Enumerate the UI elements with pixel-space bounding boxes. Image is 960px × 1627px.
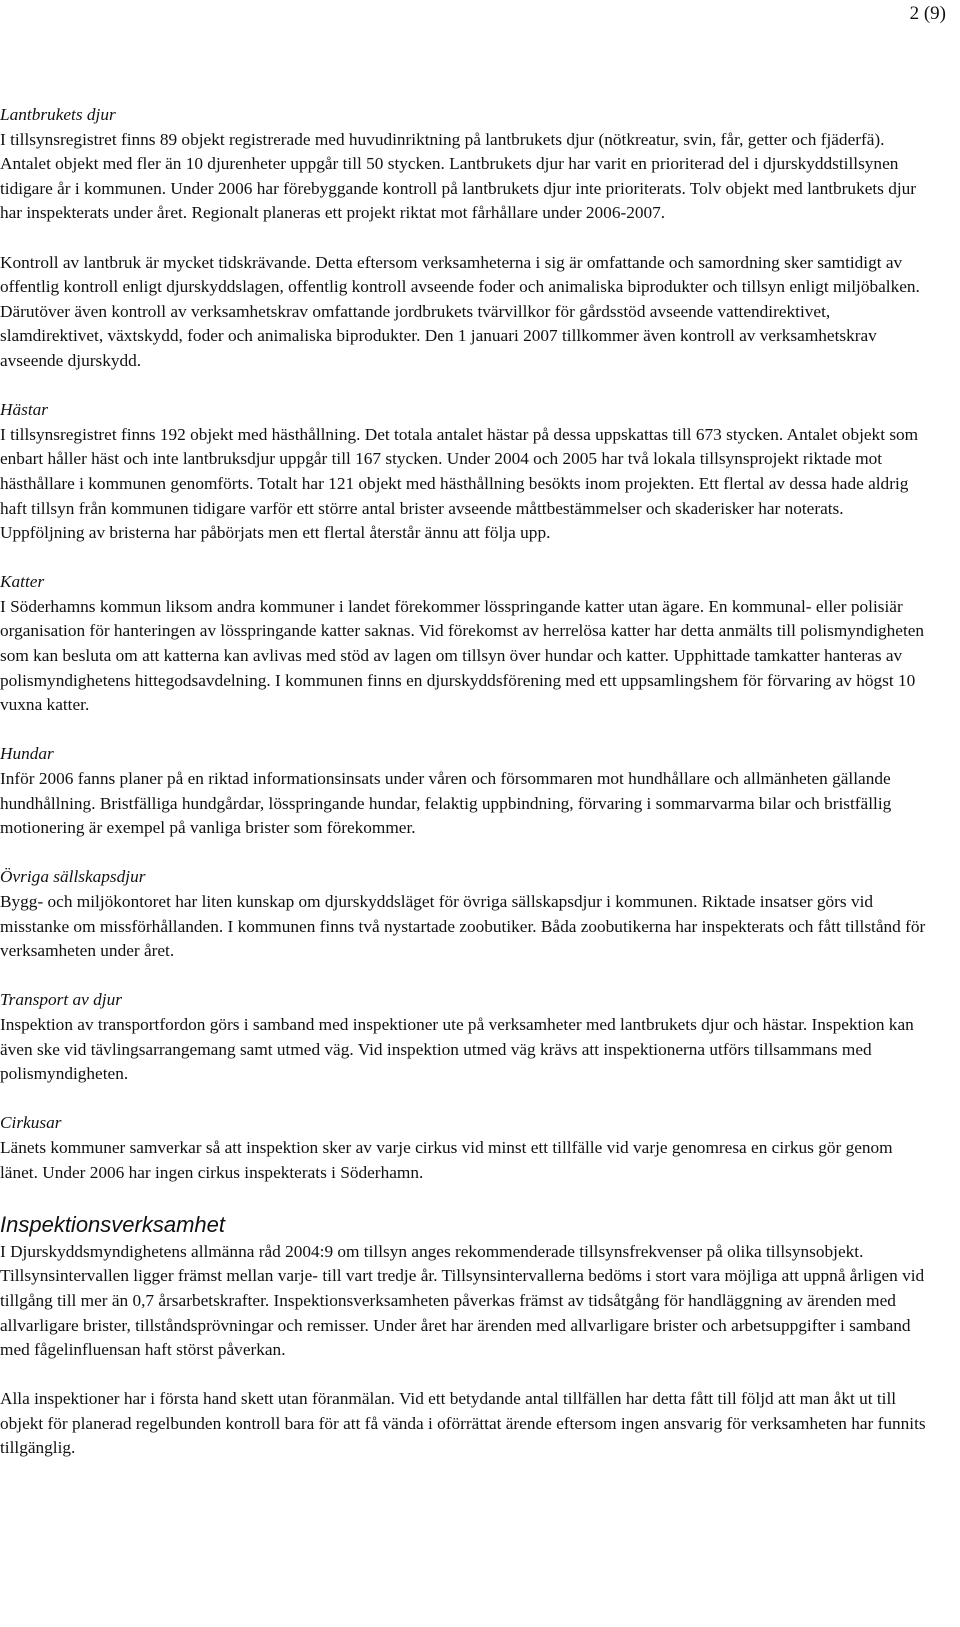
paragraph: Bygg- och miljökontoret har liten kunskap om djurskyddsläget för övriga sällskapsdjur i kommunen. Riktade insatser görs vid misstanke om missförhållanden. I kommunen finns två nystartade zoobutiker. Båda zoobutikerna har inspekterats och fått tillstånd för verksamheten under året. <box>0 892 926 961</box>
section-heading: Hästar <box>0 400 49 420</box>
paragraph: Länets kommuner samverkar så att inspektion sker av varje cirkus vid minst ett tillfälle vid varje genomresa en cirkus gör genom länet. Under 2006 har ingen cirkus inspekterats i Söderhamn. <box>0 1137 893 1182</box>
paragraph: Inspektion av transportfordon görs i samband med inspektioner ute på verksamheter med lantbrukets djur och hästar. Inspektion kan även ske vid tävlingsarrangemang samt utmed väg. Vid inspektion utmed väg krävs att inspektionerna utförs tillsammans med polismyndigheten. <box>0 1014 914 1084</box>
section-heading: Övriga sällskapsdjur <box>0 867 146 887</box>
paragraph: I tillsynsregistret finns 192 objekt med hästhållning. Det totala antalet hästar på dessa uppskattas till 673 stycken. Antalet objekt som enbart håller häst och inte lantbruksdjur uppgår till 167 stycken. Under 2004 och 2005 har två lokala tillsynsprojekt riktade mot hästhållare i kommunen genomförts. Totalt har 121 objekt med hästhållning besökts inom projekten. Ett flertal av dessa hade aldrig haft tillsyn från kommunen tidigare varför ett större antal brister avseende måttbestämmelser och skaderisker har noterats. Uppföljning av bristerna har påbörjats men ett flertal återstår ännu att följa upp. <box>0 424 919 543</box>
paragraph: Inför 2006 fanns planer på en riktad informationsinsats under våren och försommaren mot hundhållare och allmänheten gällande hundhållning. Bristfälliga hundgårdar, lösspringande hundar, felaktig uppbindning, förvaring i sommarvarma bilar och bristfällig motionering är exempel på vanliga brister som förekommer. <box>0 769 892 838</box>
page-number: 2 (9) <box>909 3 946 24</box>
section-heading: Hundar <box>0 744 54 764</box>
section-heading: Lantbrukets djur <box>0 105 116 124</box>
section-hastar <box>0 398 930 546</box>
paragraph: I Djurskyddsmyndighetens allmänna råd 2004:9 om tillsyn anges rekommenderade tillsynsfrekvenser på olika tillsynsobjekt. Tillsynsintervallen ligger främst mellan varje- till vart tredje år. Tillsynsintervallerna bedöms i stort vara möjliga att uppnå årligen vid tillgång till mer än 0,7 årsarbetskrafter. Inspektionsverksamheten påverkas främst av tidsåtgång för handläggning av ärenden med allvarligare brister, tillståndsprövningar och remisser. Under året har ärenden med allvarligare brister och arbetsuppgifter i samband med fågelinfluensan haft störst påverkan. <box>0 1241 925 1360</box>
section-ovriga-sallskapsdjur <box>0 865 930 963</box>
section-heading: Cirkusar <box>0 1113 62 1133</box>
section-heading: Katter <box>0 572 45 592</box>
section-transport-av-djur <box>0 988 930 1086</box>
section-katter <box>0 570 930 718</box>
section-hundar <box>0 742 930 840</box>
paragraph: I Söderhamns kommun liksom andra kommuner i landet förekommer lösspringande katter utan ägare. En kommunal- eller polisiär organisation för hanteringen av lösspringande katter saknas. Vid förekomst av herrelösa katter har detta anmälts till polismyndigheten som kan besluta om att katterna kan avlivas med stöd av lagen om tillsyn över hundar och katter. Upphittade tamkatter hanteras av polismyndighetens hittegodsavdelning. I kommunen finns en djurskyddsförening med ett uppsamlingshem för förvaring av högst 10 vuxna katter. <box>0 596 925 715</box>
section-inspektionsverksamhet <box>0 1210 930 1461</box>
section-cirkusar <box>0 1111 930 1185</box>
chapter-heading: Inspektionsverksamhet <box>0 1211 225 1237</box>
paragraph: I tillsynsregistret finns 89 objekt registrerade med huvudinriktning på lantbrukets djur (nötkreatur, svin, får, getter och fjäderfä). Antalet objekt med fler än 10 djurenheter uppgår till 50 stycken. Lantbrukets djur har varit en prioriterad del i djurskyddstillsynen tidigare år i kommunen. Under 2006 har förebyggande kontroll på lantbrukets djur inte prioriterats. Tolv objekt med lantbrukets djur har inspekterats under året. Regionalt planeras ett projekt riktat mot fårhållare under 2006-2007. <box>0 129 917 223</box>
document-body <box>0 103 930 1461</box>
paragraph: Alla inspektioner har i första hand skett utan föranmälan. Vid ett betydande antal tillfällen har detta fått till följd att man åkt ut till objekt för planerad regelbunden kontroll bara för att få vända i oförrättat ärende eftersom ingen ansvarig för verksamheten har funnits tillgänglig. <box>0 1389 926 1458</box>
section-heading: Transport av djur <box>0 990 122 1010</box>
paragraph: Kontroll av lantbruk är mycket tidskrävande. Detta eftersom verksamheterna i sig är omfattande och samordning sker samtidigt av offentlig kontroll enligt djurskyddslagen, offentlig kontroll avseende foder och animaliska biprodukter och tillsyn enligt miljöbalken. Därutöver även kontroll av verksamhetskrav omfattande jordbrukets tvärvillkor för gårdsstöd avseende vattendirektivet, slamdirektivet, växtskydd, foder och animaliska biprodukter. Den 1 januari 2007 tillkommer även kontroll av verksamhetskrav avseende djurskydd. <box>0 252 920 370</box>
section-lantbrukets-djur <box>0 103 930 374</box>
